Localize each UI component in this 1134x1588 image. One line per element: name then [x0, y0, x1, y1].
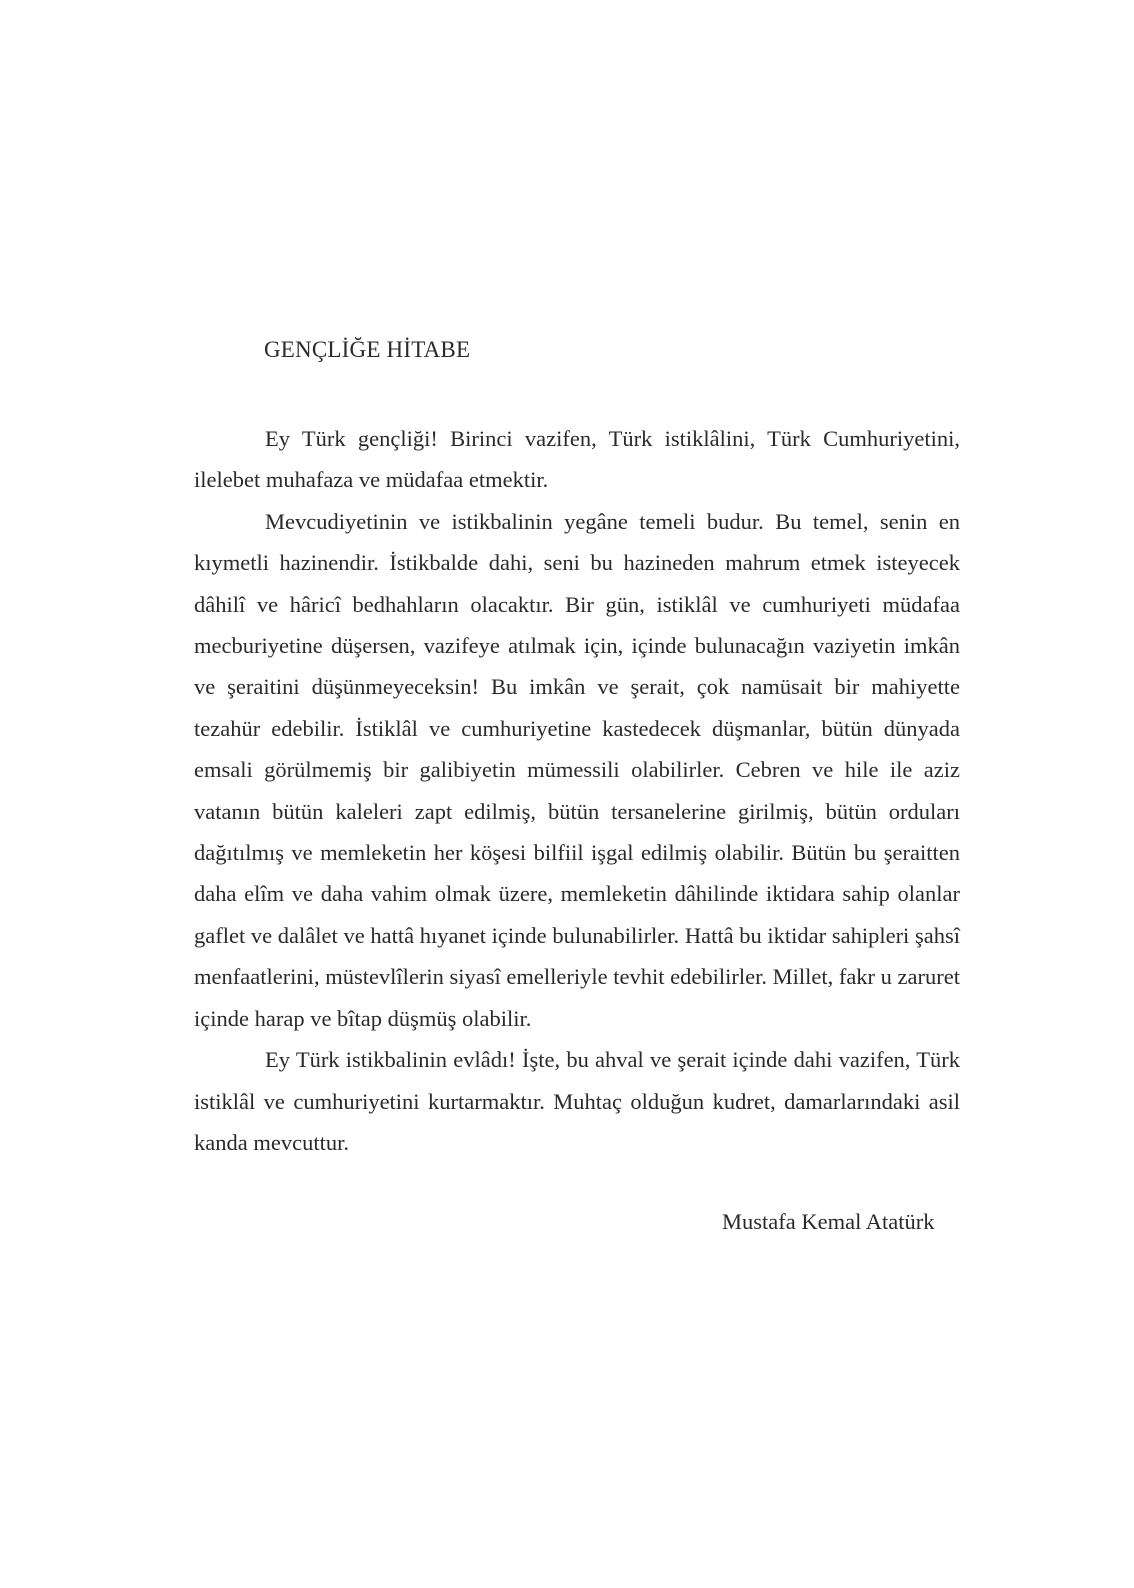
- document-body: [194, 418, 960, 1163]
- paragraph-3: Ey Türk istikbalinin evlâdı! İşte, bu ahval ve şerait içinde dahi vazifen, Türk istiklâl ve cumhuriyetini kurtarmaktır. Muhtaç olduğun kudret, damarlarındaki asil kanda mevcuttur.: [194, 1047, 960, 1155]
- paragraph-2: Mevcudiyetinin ve istikbalinin yegâne temeli budur. Bu temel, senin en kıymetli hazinendir. İstikbalde dahi, seni bu hazineden mahrum etmek isteyecek dâhilî ve hâricî bedhahların olacaktır. Bir gün, istiklâl ve cumhuriyeti müdafaa mecburiyetine düşersen, vazifeye atılmak için, içinde bulunacağın vaziyetin imkân ve şeraitini düşünmeyeceksin! Bu imkân ve şerait, çok namüsait bir mahiyette tezahür edebilir. İstiklâl ve cumhuriyetine kastedecek düşmanlar, bütün dünyada emsali görülmemiş bir galibiyetin mümessili olabilirler. Cebren ve hile ile aziz vatanın bütün kaleleri zapt edilmiş, bütün tersanelerine girilmiş, bütün orduları dağıtılmış ve memleketin her köşesi bilfiil işgal edilmiş olabilir. Bütün bu şeraitten daha elîm ve daha vahim olmak üzere, memleketin dâhilinde iktidara sahip olanlar gaflet ve dalâlet ve hattâ hıyanet içinde bulunabilirler. Hattâ bu iktidar sahipleri şahsî menfaatlerini, müstevlîlerin siyasî emelleriyle tevhit edebilirler. Millet, fakr u zaruret içinde harap ve bîtap düşmüş olabilir.: [194, 508, 960, 1031]
- signature: Mustafa Kemal Atatürk: [722, 1209, 935, 1234]
- paragraph-1: Ey Türk gençliği! Birinci vazifen, Türk istiklâlini, Türk Cumhuriyetini, ilelebet muhafaza ve müdafaa etmektir.: [194, 426, 960, 493]
- document-title: GENÇLİĞE HİTABE: [264, 337, 471, 362]
